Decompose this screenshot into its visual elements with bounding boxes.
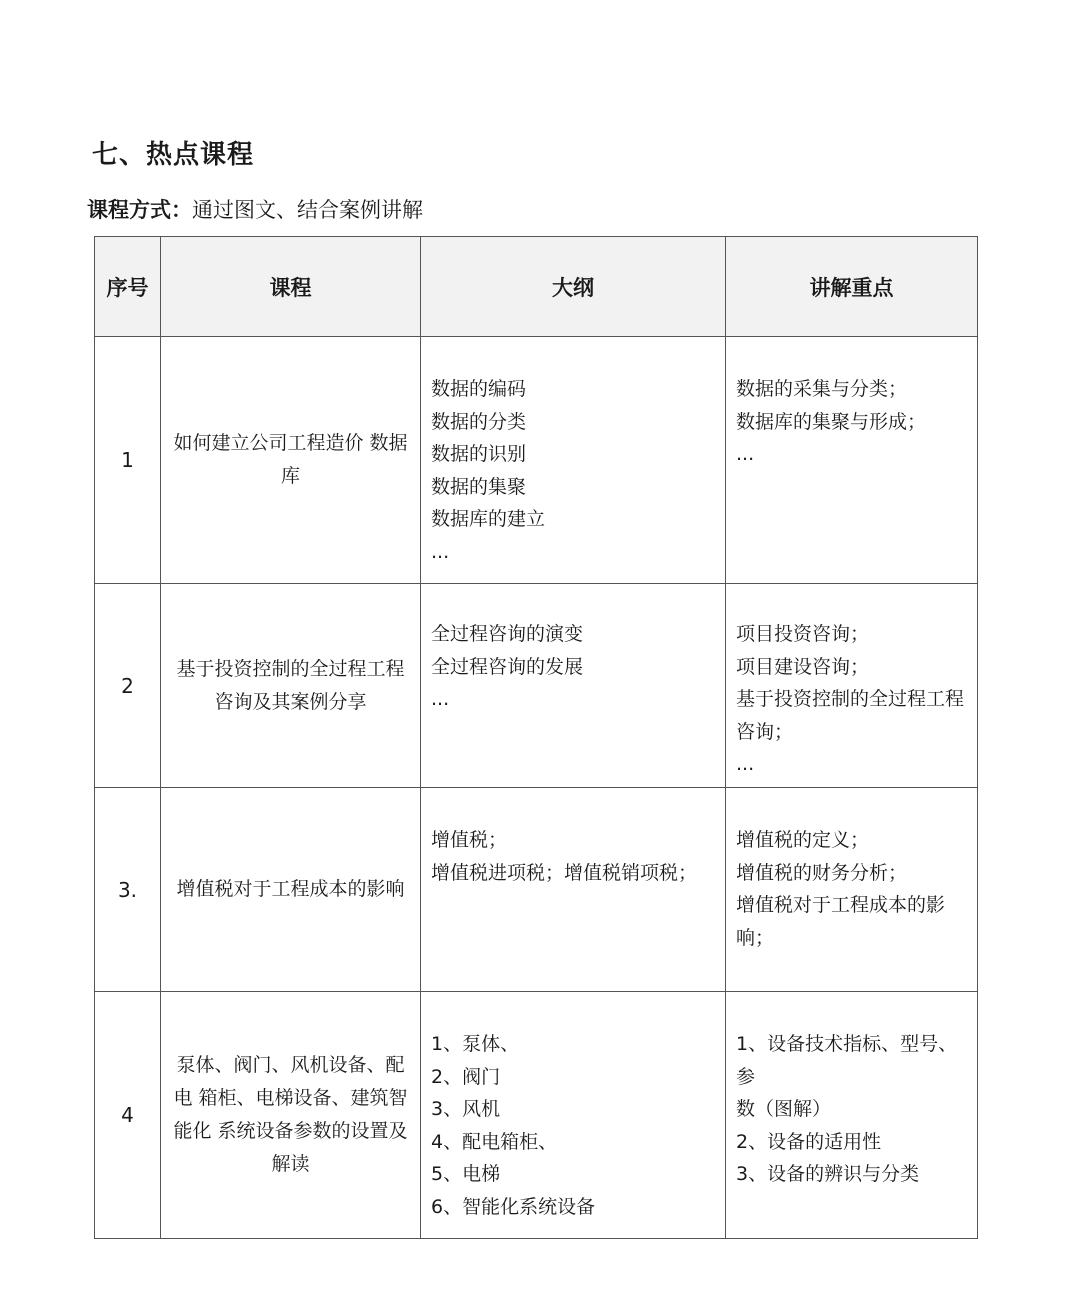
outline-item: 1、泵体、 (431, 1033, 520, 1055)
course-name-line: 泵体、阀门、风机设备、配电 (173, 1054, 405, 1109)
focus-item: 项目建设咨询； (736, 655, 870, 678)
outline-item: 5、电梯 (431, 1163, 501, 1186)
course-name-line: 系统设备参数的设置及解读 (217, 1120, 408, 1175)
course-focus (726, 788, 978, 992)
focus-item: 响； (736, 926, 775, 949)
outline-item: 全过程咨询的发展 (431, 655, 584, 678)
outline-item: 3、风机 (431, 1098, 501, 1121)
course-method-line (87, 194, 423, 224)
outline-item: 全过程咨询的演变 (431, 623, 584, 645)
course-focus (726, 584, 978, 788)
outline-item: 2、阀门 (431, 1065, 501, 1088)
course-table (94, 236, 978, 1239)
focus-item: 增值税对于工程成本的影 (736, 894, 946, 917)
outline-item: 数据的分类 (431, 410, 527, 433)
outline-item: ... (431, 688, 450, 711)
table-row (95, 584, 978, 788)
outline-item: 数据的识别 (431, 443, 527, 466)
course-outline (421, 337, 726, 584)
course-name-line: 数据库 (280, 432, 408, 487)
course-focus (726, 337, 978, 584)
outline-item: ... (431, 540, 450, 563)
focus-item: 数据的采集与分类； (736, 378, 908, 400)
course-name-line: 基于投资控制的全过程工程 (176, 657, 405, 680)
focus-item: 增值税的定义； (736, 829, 870, 851)
outline-item: 数据的编码 (431, 378, 527, 400)
outline-item: 6、智能化系统设备 (431, 1195, 596, 1218)
course-outline (421, 788, 726, 992)
focus-item: 基于投资控制的全过程工程 (736, 688, 965, 711)
header-no: 序号 (95, 237, 161, 337)
course-outline (421, 584, 726, 788)
course-name (161, 584, 421, 788)
outline-item: 增值税进项税；增值税销项税； (431, 861, 698, 884)
focus-item: 咨询； (736, 720, 794, 743)
outline-item: 4、配电箱柜、 (431, 1130, 558, 1153)
header-outline: 大纲 (421, 237, 726, 337)
header-course: 课程 (161, 237, 421, 337)
row-number: 2 (95, 584, 161, 788)
focus-item: ... (736, 443, 755, 466)
course-method-text: 通过图文、结合案例讲解 (192, 198, 423, 222)
course-name (161, 992, 421, 1239)
course-name-line: 咨询及其案例分享 (214, 690, 367, 713)
focus-item: 3、设备的辨识与分类 (736, 1163, 920, 1186)
course-name (161, 337, 421, 584)
focus-item: 数（图解） (736, 1098, 832, 1121)
course-focus (726, 992, 978, 1239)
focus-item: ... (736, 753, 755, 776)
row-number: 4 (95, 992, 161, 1239)
table-row (95, 788, 978, 992)
table-header-row (95, 237, 978, 337)
row-number: 1 (95, 337, 161, 584)
course-name-line: 增值税对于工程成本的影响 (176, 878, 405, 900)
section-title: 七、热点课程 (92, 140, 255, 170)
course-outline (421, 992, 726, 1239)
outline-item: 数据的集聚 (431, 475, 527, 498)
focus-item: 增值税的财务分析； (736, 861, 908, 884)
focus-item: 1、设备技术指标、型号、参 (736, 1033, 958, 1088)
course-name-line: 箱柜、电梯设备、建筑智能化 (173, 1087, 408, 1142)
table-row (95, 337, 978, 584)
focus-item: 2、设备的适用性 (736, 1130, 882, 1153)
table-row (95, 992, 978, 1239)
course-method-label: 课程方式： (87, 198, 192, 222)
header-focus: 讲解重点 (726, 237, 978, 337)
outline-item: 数据库的建立 (431, 508, 546, 531)
focus-item: 数据库的集聚与形成； (736, 410, 927, 433)
course-name-line: 如何建立公司工程造价 (173, 432, 364, 454)
row-number: 3. (95, 788, 161, 992)
course-name (161, 788, 421, 992)
outline-item: 增值税； (431, 829, 508, 851)
focus-item: 项目投资咨询； (736, 623, 870, 645)
